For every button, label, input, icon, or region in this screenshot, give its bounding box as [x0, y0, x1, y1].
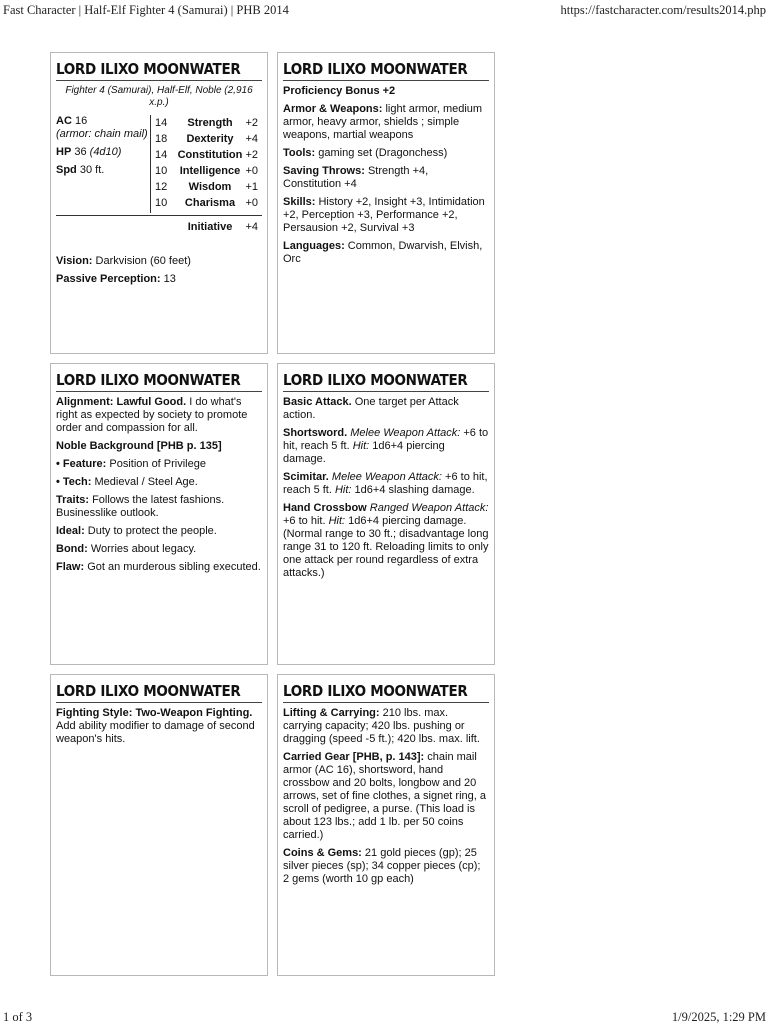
attack-scimitar: Scimitar. Melee Weapon Attack: +6 to hit, reach 5 ft. Hit: 1d6+4 slashing damage.: [283, 471, 488, 496]
spd-value: 30 ft.: [79, 164, 105, 176]
page-header-url[interactable]: https://fastcharacter.com/results2014.php: [560, 3, 766, 17]
ability-mod: +2: [245, 149, 258, 161]
ability-value: 12: [155, 181, 168, 193]
ideal: Ideal: Duty to protect the people.: [56, 525, 217, 537]
ability-name: Wisdom: [188, 181, 232, 193]
ability-value: 10: [155, 165, 168, 177]
flaw: Flaw: Got an murderous sibling executed.: [56, 561, 261, 573]
ability-value: 10: [155, 197, 168, 209]
ability-value: 18: [155, 133, 168, 145]
ac-label: AC: [56, 115, 72, 127]
divider-vertical: [150, 115, 151, 213]
card-proficiencies: [277, 52, 495, 354]
spd-label: Spd: [56, 164, 77, 176]
card-background: [50, 363, 268, 665]
initiative-value: +4: [245, 221, 258, 233]
ability-scores: [155, 115, 262, 211]
card-title: LORD ILIXO MOONWATER: [283, 369, 489, 392]
ability-row: [155, 195, 262, 211]
initiative-label: Initiative: [187, 221, 233, 233]
ability-name: Charisma: [184, 197, 236, 209]
ability-mod: +0: [245, 197, 258, 209]
fighting-style: Fighting Style: Two-Weapon Fighting. Add ability modifier to damage of second weapon's hits.: [56, 707, 255, 745]
page-number: 1 of 3: [3, 1010, 33, 1024]
ability-name: Strength: [187, 117, 233, 129]
traits: Traits: Follows the latest fashions. Businesslike outlook.: [56, 494, 225, 519]
ability-mod: +4: [245, 133, 258, 145]
ability-mod: +2: [245, 117, 258, 129]
saving-throws: Saving Throws: Strength +4, Constitution +4: [283, 165, 429, 190]
passive-perception: Passive Perception: 13: [56, 273, 176, 285]
page-header-title: Fast Character | Half-Elf Fighter 4 (Samurai) | PHB 2014: [3, 3, 289, 17]
ability-row: [155, 115, 262, 131]
class-subtitle: Fighter 4 (Samurai), Half-Elf, Noble (2,916 x.p.): [65, 85, 253, 108]
basic-attack: Basic Attack. One target per Attack action.: [283, 396, 459, 421]
lifting-carrying: Lifting & Carrying: 210 lbs. max. carrying capacity; 420 lbs. pushing or dragging (speed -5 ft.); 420 lbs. max. lift.: [283, 707, 480, 745]
coins-gems: Coins & Gems: 21 gold pieces (gp); 25 silver pieces (sp); 34 copper pieces (cp); 2 gems (worth 10 gp each): [283, 847, 481, 885]
stat-block: [56, 115, 262, 255]
card-title: LORD ILIXO MOONWATER: [56, 369, 262, 392]
card-title: LORD ILIXO MOONWATER: [283, 58, 489, 81]
hp-label: HP: [56, 146, 72, 158]
attack-shortsword: Shortsword. Melee Weapon Attack: +6 to hit, reach 5 ft. Hit: 1d6+4 piercing damage.: [283, 427, 489, 465]
ability-row: [155, 179, 262, 195]
ability-value: 14: [155, 117, 168, 129]
ability-mod: +0: [245, 165, 258, 177]
languages: Languages: Common, Dwarvish, Elvish, Orc: [283, 240, 483, 265]
ability-row: [155, 147, 262, 163]
print-date: 1/9/2025, 1:29 PM: [671, 1010, 766, 1024]
divider-horizontal: [56, 215, 262, 216]
ability-mod: +1: [245, 181, 258, 193]
attack-hand-crossbow: Hand Crossbow Ranged Weapon Attack: +6 to hit. Hit: 1d6+4 piercing damage. (Normal range to 30 ft.; disadvantage long range 31 to 120 ft. Reloading limits to only one attack per round regardless of extra attacks.): [283, 502, 489, 579]
tech: • Tech: Medieval / Steel Age.: [56, 476, 198, 488]
card-title: LORD ILIXO MOONWATER: [56, 58, 262, 81]
ac-note: (armor: chain mail): [56, 128, 148, 140]
hp-dice: (4d10): [89, 146, 122, 158]
ability-row: [155, 131, 262, 147]
card-title: LORD ILIXO MOONWATER: [56, 680, 262, 703]
ability-name: Intelligence: [179, 165, 241, 177]
hp-value: 36: [74, 146, 87, 158]
ability-name: Constitution: [177, 149, 243, 161]
feature: • Feature: Position of Privilege: [56, 458, 206, 470]
bond: Bond: Worries about legacy.: [56, 543, 197, 555]
ability-row: [155, 163, 262, 179]
vision: Vision: Darkvision (60 feet): [56, 255, 191, 267]
card-fighting-style: [50, 674, 268, 976]
ability-value: 14: [155, 149, 168, 161]
armor-weapons: Armor & Weapons: light armor, medium armor, heavy armor, shields ; simple weapons, martial weapons: [283, 103, 483, 141]
background: Noble Background [PHB p. 135]: [56, 440, 222, 452]
alignment: Alignment: Lawful Good. I do what's right as expected by society to promote order and compassion for all.: [56, 396, 248, 434]
ac-value: 16: [74, 115, 88, 127]
defense-block: [56, 115, 148, 177]
carried-gear: Carried Gear [PHB, p. 143]: chain mail armor (AC 16), shortsword, hand crossbow and 20 bolts, longbow and 20 arrows, set of fine clothes, a signet ring, a scroll of pedigree, a purse. (This load is about 123 lbs.; add 1 lb. per 50 coins carried.): [283, 751, 486, 841]
skills: Skills: History +2, Insight +3, Intimidation +2, Perception +3, Performance +2, Persausion +2, Survival +3: [283, 196, 485, 234]
card-equipment: [277, 674, 495, 976]
proficiency-bonus: Proficiency Bonus +2: [283, 85, 396, 97]
ability-name: Dexterity: [186, 133, 234, 145]
card-attacks: [277, 363, 495, 665]
tools: Tools: gaming set (Dragonchess): [283, 147, 448, 159]
card-stats: [50, 52, 268, 354]
card-title: LORD ILIXO MOONWATER: [283, 680, 489, 703]
